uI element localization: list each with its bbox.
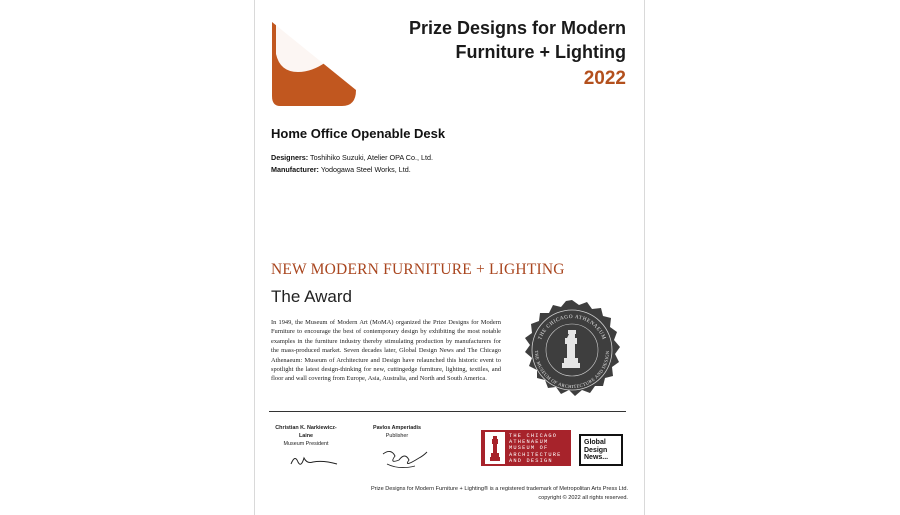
- athenaeum-logo-line: THE CHICAGO: [509, 433, 558, 439]
- award-heading: The Award: [271, 287, 352, 306]
- orange-triangle-logo-icon: [270, 20, 356, 106]
- signature-president-icon: [289, 450, 339, 470]
- signature-block-president: [271, 424, 341, 448]
- title-line-1: Prize Designs for Modern: [408, 18, 626, 38]
- signatory-role: Publisher: [385, 433, 409, 439]
- certificate: [254, 0, 645, 515]
- signature-publisher-icon: [379, 446, 429, 472]
- athenaeum-logo-line: AND DESIGN: [509, 457, 553, 464]
- athenaeum-building-icon: [484, 430, 506, 466]
- signatory-name: Christian K. Narkiewicz-Laine: [275, 425, 337, 439]
- award-year: 2022: [583, 68, 626, 89]
- copyright-line: copyright © 2022 all rights reserved.: [538, 495, 628, 501]
- footer-notice: [371, 485, 628, 503]
- manufacturer-value: Yodogawa Steel Works, Ltd.: [320, 165, 411, 174]
- chicago-athenaeum-logo: [481, 430, 571, 466]
- athenaeum-logo-line: ARCHITECTURE: [509, 451, 562, 458]
- signature-block-publisher: [367, 424, 427, 440]
- gdn-logo-line: Design: [584, 446, 608, 454]
- gdn-logo-line: Global: [584, 439, 606, 446]
- product-credits: [271, 152, 433, 176]
- product-name: Home Office Openable Desk: [271, 126, 446, 141]
- signatory-role: Museum President: [283, 441, 329, 447]
- manufacturer-line: [271, 164, 433, 176]
- global-design-news-logo: [579, 434, 623, 466]
- designers-value: Toshihiko Suzuki, Atelier OPA Co., Ltd.: [310, 153, 433, 162]
- manufacturer-label: Manufacturer:: [271, 165, 319, 174]
- section-title: NEW MODERN FURNITURE + LIGHTING: [271, 261, 565, 278]
- award-description: In 1949, the Museum of Modern Art (MoMA) organized the Prize Designs for Modern Furniture to encourage the best of contemporary design by exhibiting the most notable examples in the furniture industry thereby stimulating production by manufacturers for the mass-produced market. Seven decades later, Global Design News and The Chicago Athenaeum: Museum of Architecture and Design have relaunched this historic event to spotlight the latest design-thinking for new, cuttingedge furniture, lighting, textiles, and floor and wall covering from Europe, Asia, Australia, and North and South America.: [271, 319, 501, 383]
- designers-line: [271, 152, 433, 164]
- embossed-seal-icon: [519, 298, 625, 404]
- certificate-title: [409, 16, 626, 91]
- title-line-2: Furniture + Lighting: [455, 42, 626, 62]
- athenaeum-logo-line: MUSEUM OF: [509, 445, 549, 452]
- gdn-logo-line: News...: [584, 454, 609, 461]
- signatory-name: Pavlos Amperiadis: [372, 425, 422, 431]
- trademark-line: Prize Designs for Modern Furniture + Lighting® is a registered trademark of Metropolitan Arts Press Ltd.: [370, 486, 628, 492]
- athenaeum-logo-line: ATHENAEUM: [509, 439, 549, 446]
- divider-line: [269, 411, 626, 412]
- seal-top-text: THE CHICAGO ATHENAEUM: [537, 313, 607, 341]
- seal-bottom-text: THE MUSEUM OF ARCHITECTURE AND DESIGN: [533, 350, 611, 390]
- designers-label: Designers:: [271, 153, 309, 162]
